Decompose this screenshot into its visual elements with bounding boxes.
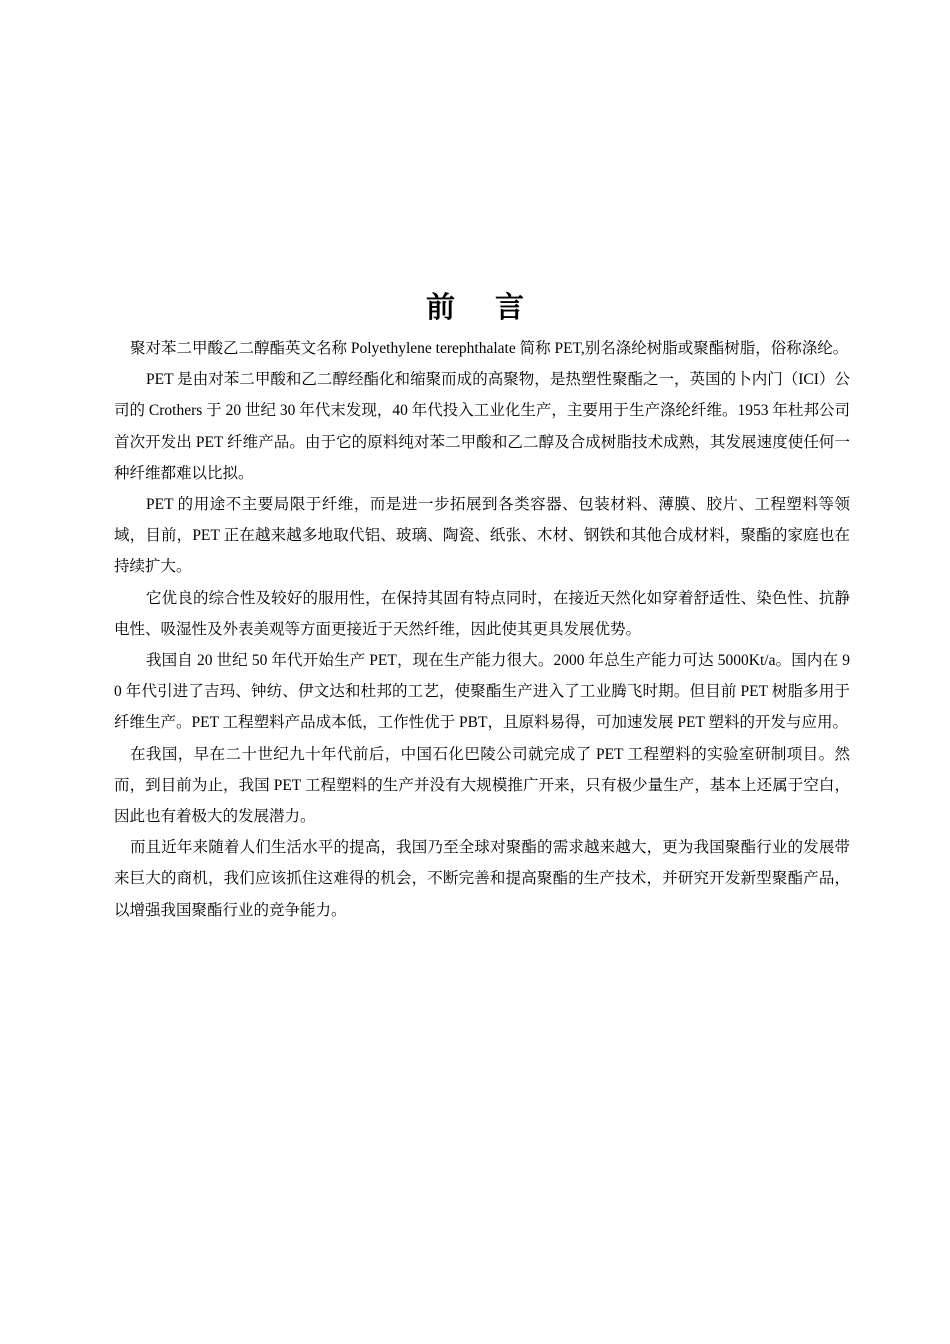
paragraph-pet-name: 聚对苯二甲酸乙二醇酯英文名称 Polyethylene terephthalate 简称 PET,别名涤纶树脂或聚酯树脂，俗称涤纶。 — [130, 340, 849, 357]
paragraph-pet-applications: PET 的用途不主要局限于纤维，而是进一步拓展到各类容器、包装材料、薄膜、胶片、工程塑料等领域，目前，PET 正在越来越多地取代铝、玻璃、陶瓷、纸张、木材、钢铁和其他合成材料，聚酯的家庭也在持续扩大。 — [114, 496, 850, 576]
paragraph-market-outlook: 而且近年来随着人们生活水平的提高，我国乃至全球对聚酯的需求越来越大，更为我国聚酯行业的发展带来巨大的商机，我们应该抓住这难得的机会，不断完善和提高聚酯的生产技术，并研究开发新型聚酯产品，以增强我国聚酯行业的竞争能力。 — [114, 839, 850, 919]
paragraph-pet-properties: 它优良的综合性及较好的服用性，在保持其固有特点同时，在接近天然化如穿着舒适性、染色性、抗静电性、吸湿性及外表美观等方面更接近于天然纤维，因此使其更具发展优势。 — [114, 589, 850, 638]
preface-body — [114, 333, 850, 926]
paragraph-domestic-production: 我国自 20 世纪 50 年代开始生产 PET，现在生产能力很大。2000 年总生产能力可达 5000Kt/a。国内在 90 年代引进了吉玛、钟纺、伊文达和杜邦的工艺，使聚酯生产进入了工业腾飞时期。但目前 PET 树脂多用于纤维生产。PET 工程塑料产品成本低，工作性优于 PBT，且原料易得，可加速发展 PET 塑料的开发与应用。 — [114, 652, 850, 732]
paragraph-pet-history: PET 是由对苯二甲酸和乙二醇经酯化和缩聚而成的高聚物，是热塑性聚酯之一，英国的卜内门（ICI）公司的 Crothers 于 20 世纪 30 年代末发现，40 年代投入工业化生产，主要用于生产涤纶纤维。1953 年杜邦公司首次开发出 PET 纤维产品。由于它的原料纯对苯二甲酸和乙二醇及合成树脂技术成熟，其发展速度使任何一种纤维都难以比拟。 — [114, 371, 850, 482]
page-title: 前言 — [425, 290, 564, 325]
paragraph-engineering-plastics: 在我国，早在二十世纪九十年代前后，中国石化巴陵公司就完成了 PET 工程塑料的实验室研制项目。然而，到目前为止，我国 PET 工程塑料的生产并没有大规模推广开来，只有极少量生产，基本上还属于空白，因此也有着极大的发展潜力。 — [114, 745, 850, 826]
